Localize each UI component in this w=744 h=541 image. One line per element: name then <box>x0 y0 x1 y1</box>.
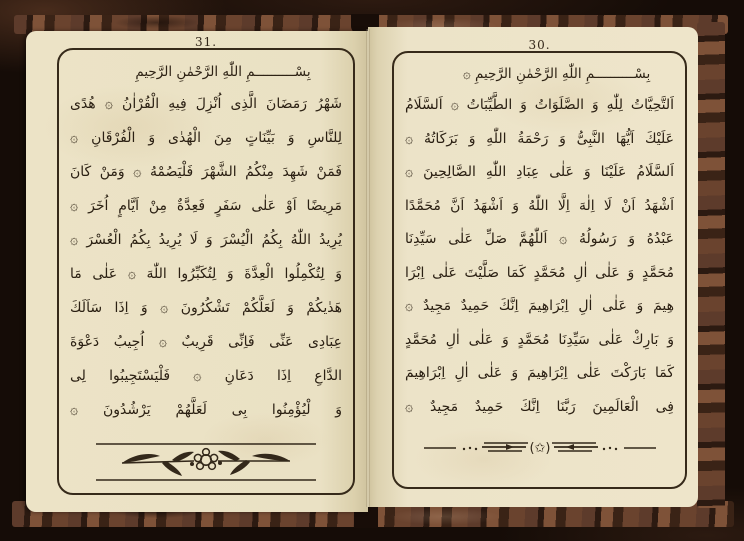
text-line: عِبَادِى عَنِّى فَاِنِّى قَرِيبٌ ۞ اُجِيبُ دَعْوَةَ <box>70 334 342 350</box>
text-line: لِلنَّاسِ وَ بَيِّنَاتٍ مِنَ الْهُدٰى وَ الْفُرْقَانِ ۞ <box>70 130 342 146</box>
text-line: مَرِيضًا اَوْ عَلٰى سَفَرٍ فَعِدَّةٌ مِنْ اَيَّامٍ اُخَرَ ۞ <box>70 198 342 214</box>
text-line: وَ بَارِكْ عَلٰى سَيِّدِنَا مُحَمَّدٍ وَ عَلٰى اٰلِ مُحَمَّدٍ <box>405 331 674 348</box>
text-line: كَمَا بَارَكْتَ عَلٰى اِبْرَاهِيمَ وَ عَلٰى اٰلِ اِبْرَاهِيمَ <box>405 365 674 381</box>
page-number: 31. <box>194 35 218 49</box>
right-page-frame <box>392 38 687 489</box>
basmala-header: بِسْــــــــــمِ اللّٰهِ الرَّحْمٰنِ الرَّحِيمِ ۞ <box>462 66 651 82</box>
text-line: هَدٰيكُمْ وَ لَعَلَّكُمْ تَشْكُرُونَ ۞ وَ اِذَا سَاَلَكَ <box>70 300 342 316</box>
page-number: 30. <box>528 38 551 52</box>
star-glyph: (✩) <box>528 441 551 456</box>
left-page <box>26 31 368 512</box>
marbled-page-edge-right <box>697 22 725 508</box>
text-line: اَلتَّحِيَّاتُ لِلّٰهِ وَ الصَّلَوَاتُ وَ الطَّيِّبَاتُ ۞ اَلسَّلَامُ <box>405 97 674 113</box>
text-line: وَ لْيُؤْمِنُوا بِى لَعَلَّهُمْ يَرْشُدُونَ ۞ <box>70 402 342 418</box>
right-page <box>368 27 698 507</box>
text-line: اَلسَّلَامُ عَلَيْنَا وَ عَلٰى عِبَادِ اللّٰهِ الصَّالِحِينَ ۞ <box>405 164 674 180</box>
text-line: شَهْرُ رَمَضَانَ الَّذِى اُنْزِلَ فِيهِ الْقُرْاٰنُ ۞ هُدًى <box>70 96 342 112</box>
text-line: اَشْهَدُ اَنْ لَا اِلٰهَ اِلَّا اللّٰهُ وَ اَشْهَدُ اَنَّ مُحَمَّدًا <box>405 197 674 214</box>
star-rule-ornament <box>402 436 677 458</box>
text-line: فِى الْعَالَمِينَ رَبَّنَا اِنَّكَ حَمِيدٌ مَجِيدٌ ۞ <box>405 398 674 415</box>
left-page-frame <box>57 35 355 495</box>
floral-spray-ornament <box>67 439 345 485</box>
text-line: يُرِيدُ اللّٰهُ بِكُمُ الْيُسْرَ وَ لَا يُرِيدُ بِكُمُ الْعُسْرَ ۞ <box>70 232 342 248</box>
text-line: وَ لِتُكْمِلُوا الْعِدَّةَ وَ لِتُكَبِّرُوا اللّٰهَ ۞ عَلٰى مَا <box>70 266 342 282</box>
text-line: عَلَيْكَ اَيُّهَا النَّبِىُّ وَ رَحْمَةُ اللّٰهِ وَ بَرَكَاتُهُ ۞ <box>405 130 674 147</box>
center-gutter-crease <box>366 29 370 507</box>
text-line: عَبْدُهُ وَ رَسُولُهُ ۞ اَللّٰهُمَّ صَلِّ عَلٰى سَيِّدِنَا <box>405 231 674 247</box>
basmala-header: بِسْــــــــــمِ اللّٰهِ الرَّحْمٰنِ الرَّحِيمِ <box>135 64 311 80</box>
text-line: فَمَنْ شَهِدَ مِنْكُمُ الشَّهْرَ فَلْيَصُمْهُ ۞ وَمَنْ كَانَ <box>70 164 342 180</box>
text-line: مُحَمَّدٍ وَ عَلٰى اٰلِ مُحَمَّدٍ كَمَا صَلَّيْتَ عَلٰى اِبْرَا <box>405 264 674 281</box>
text-line: الدَّاعِ اِذَا دَعَانِ ۞ فَلْيَسْتَجِيبُوا لِى <box>70 368 342 384</box>
text-line: هِيمَ وَ عَلٰى اٰلِ اِبْرَاهِيمَ اِنَّكَ حَمِيدٌ مَجِيدٌ ۞ <box>405 298 674 314</box>
